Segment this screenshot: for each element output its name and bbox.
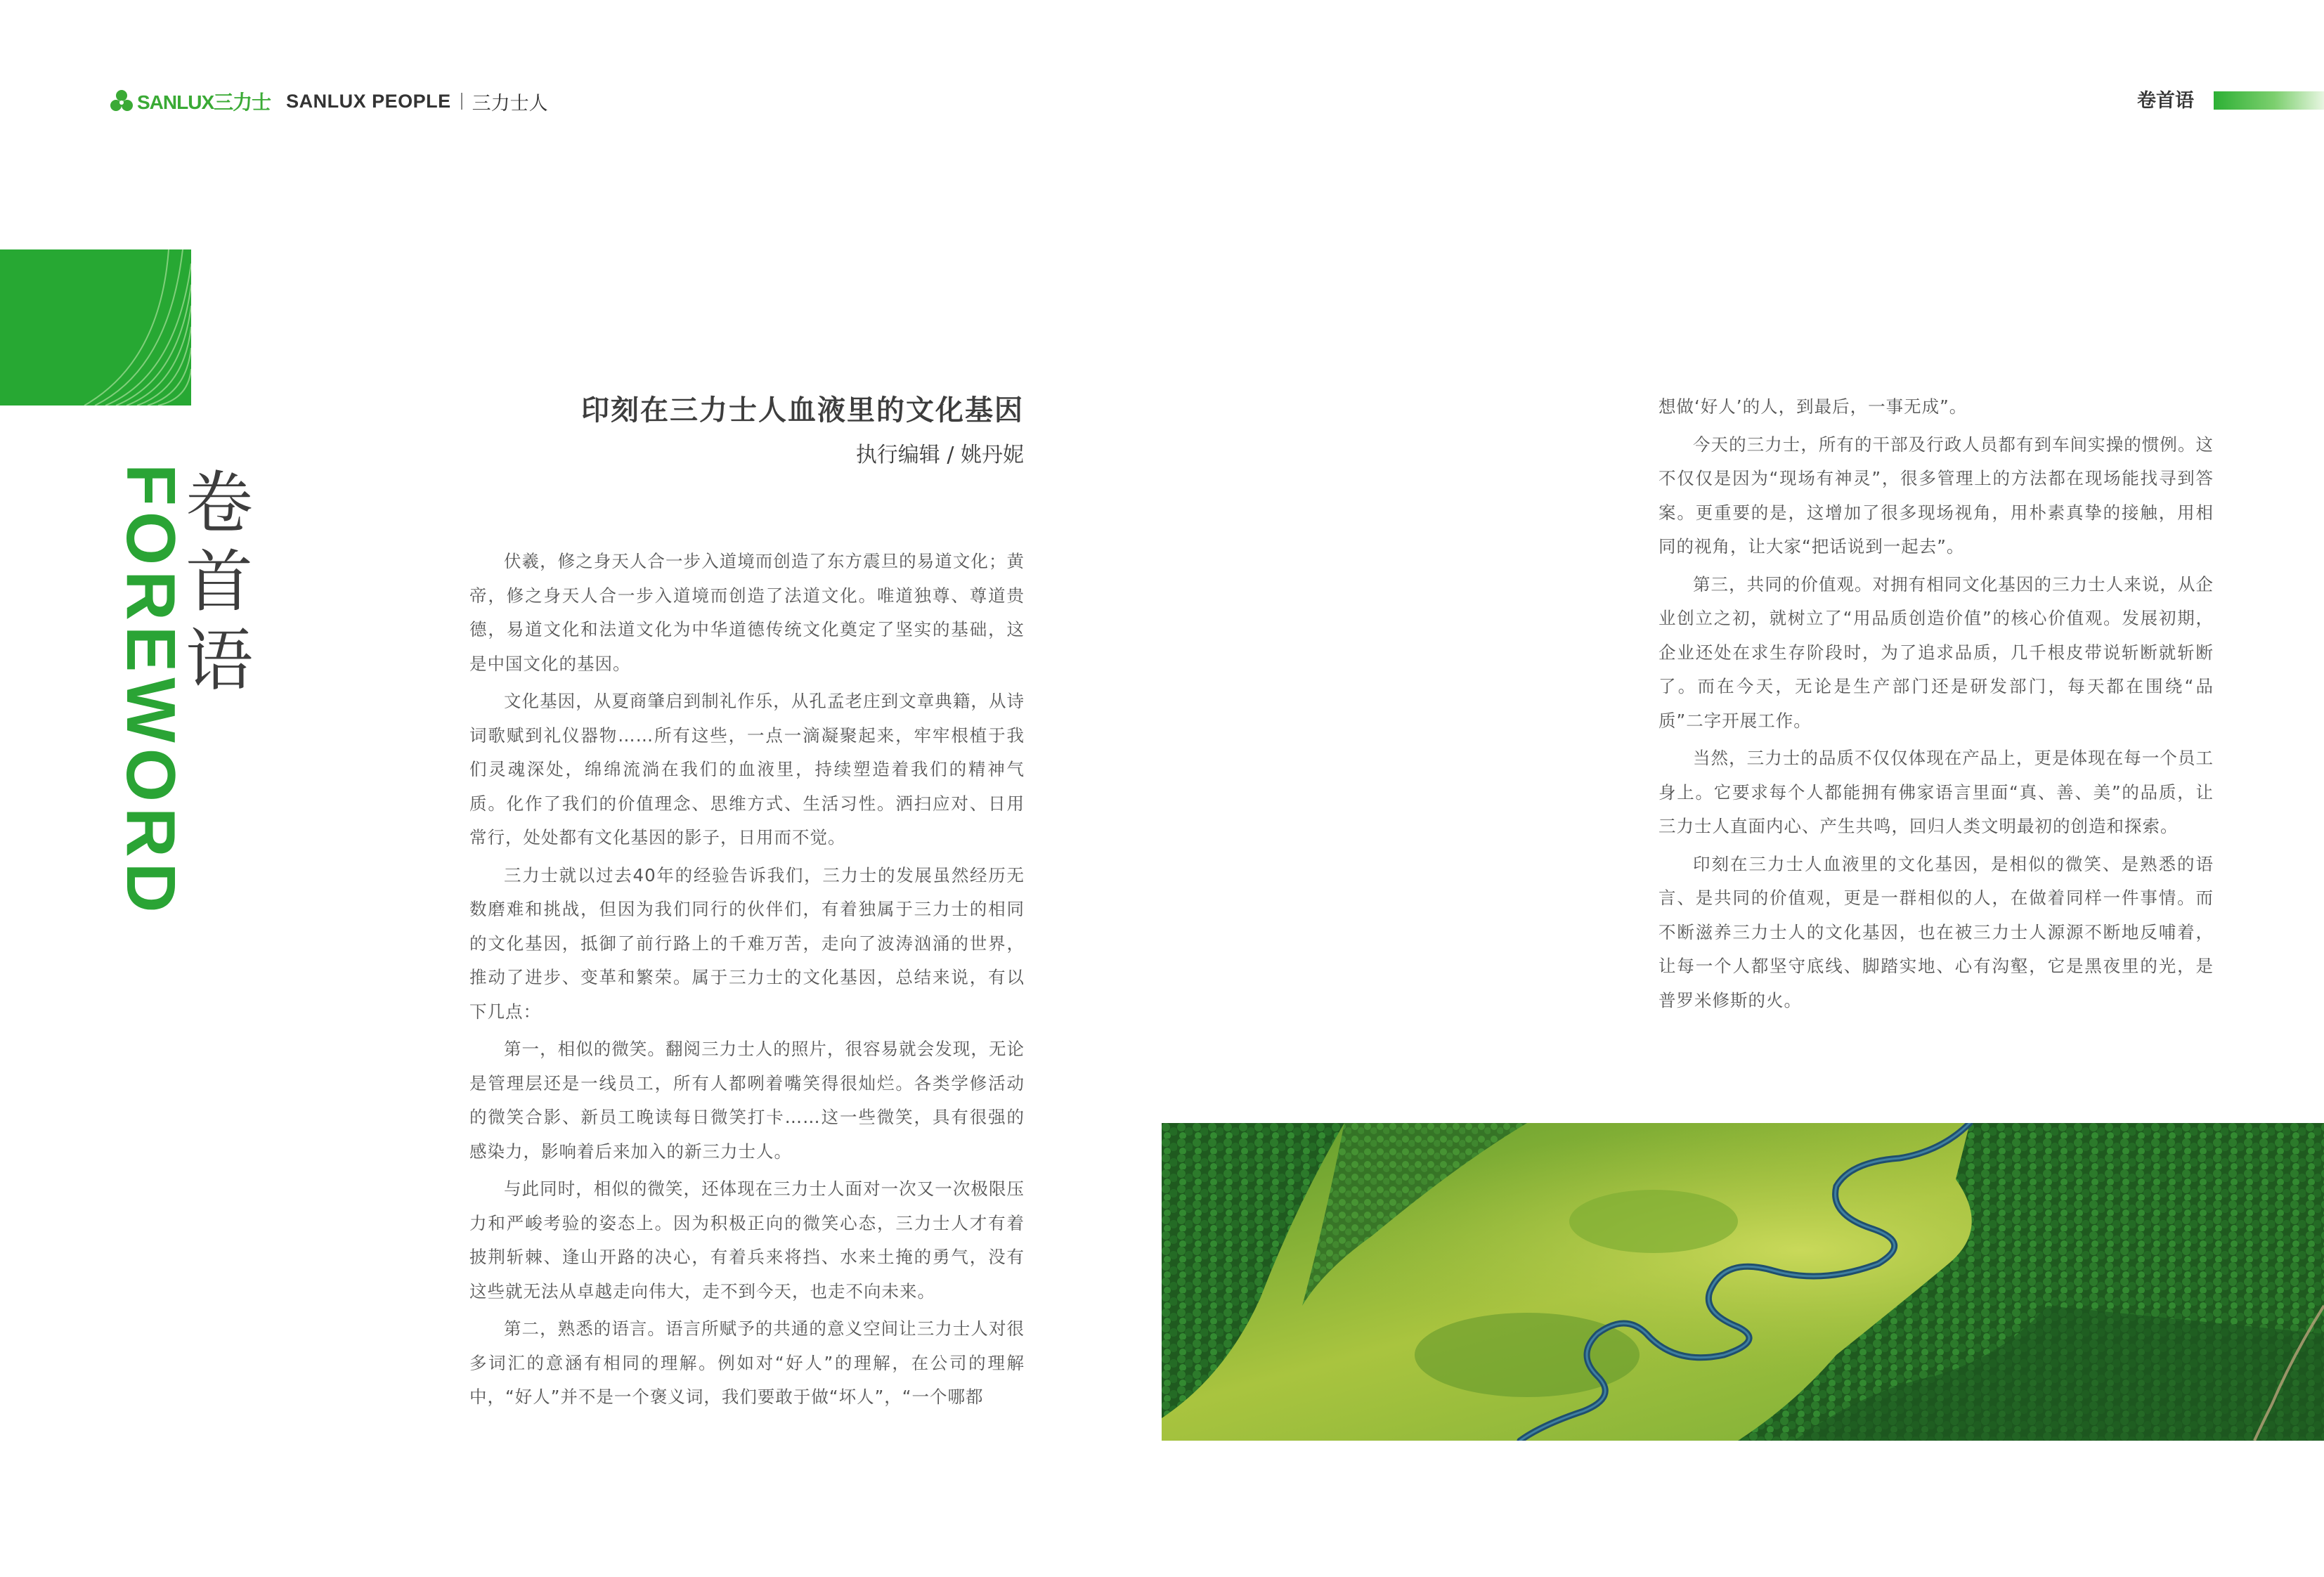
title-char: 语: [186, 621, 253, 700]
foreword-text: FOREWORD: [112, 464, 190, 919]
foreword-vertical-title-cn: [184, 464, 254, 700]
paragraph: 第三，共同的价值观。对拥有相同文化基因的三力士人来说，从企业创立之初，就树立了“用品质创造价值”的核心价值观。发展初期，企业还处在求生存阶段时，为了追求品质，几千根皮带说斩断就斩断了。而在今天，无论是生产部门还是研发部门，每天都在围绕“品质”二字开展工作。: [1658, 573, 2214, 731]
article-column-right: [1658, 390, 2214, 1023]
paragraph-continuation: 想做‘好人’的人，到最后，一事无成”。: [1658, 396, 1968, 417]
paragraph: 伏羲，修之身天人合一步入道境而创造了东方震旦的易道文化；黄帝，修之身天人合一步入道境而创造了法道文化。唯道独尊、尊道贵德，易道文化和法道文化为中华道德传统文化奠定了坚实的基础，这是中国文化的基因。: [469, 551, 1025, 674]
brand-header: [109, 87, 548, 115]
paragraph: 当然，三力士的品质不仅仅体现在产品上，更是体现在每一个员工身上。它要求每个人都能拥有佛家语言里面“真、善、美”的品质，让三力士人直面内心、产生共鸣，回归人类文明最初的创造和探索。: [1658, 748, 2214, 836]
paragraph: 印刻在三力士人血液里的文化基因，是相似的微笑、是熟悉的语言、是共同的价值观，更是一群相似的人，在做着同样一件事情。而不断滋养三力士人的文化基因，也在被三力士人源源不断地反哺着，让每一个人都坚守底线、脚踏实地、心有沟壑，它是黑夜里的光，是普罗米修斯的火。: [1658, 853, 2214, 1011]
paragraph: 今天的三力士，所有的干部及行政人员都有到车间实操的惯例。这不仅仅是因为“现场有神灵”，很多管理上的方法都在现场能找寻到答案。更重要的是，这增加了很多现场视角，用朴素真挚的接触，用相同的视角，让大家“把话说到一起去”。: [1658, 434, 2214, 557]
foreword-vertical-title: [112, 464, 190, 919]
title-char: 卷: [186, 464, 253, 543]
article-column-left: [469, 545, 1025, 1416]
section-tag-bar: [2214, 91, 2324, 110]
brand-name-cn: 三力士人: [472, 92, 548, 115]
article-title: 印刻在三力士人血液里的文化基因: [581, 394, 1024, 427]
title-char: 首: [186, 543, 253, 621]
green-decor-block: [0, 249, 191, 405]
paragraph: 第一，相似的微笑。翻阅三力士人的照片，很容易就会发现，无论是管理层还是一线员工，所有人都咧着嘴笑得很灿烂。各类学修活动的微笑合影、新员工晚读每日微笑打卡……这一些微笑，具有很强的感染力，影响着后来加入的新三力士人。: [469, 1039, 1025, 1162]
curve-lines-decoration: [0, 249, 191, 405]
article-byline: 执行编辑 / 姚丹妮: [855, 443, 1024, 467]
paragraph: 与此同时，相似的微笑，还体现在三力士人面对一次又一次极限压力和严峻考验的姿态上。因为积极正向的微笑心态，三力士人才有着披荆斩棘、逢山开路的决心，有着兵来将挡、水来土掩的勇气，没有这些就无法从卓越走向伟大，走不到今天，也走不向未来。: [469, 1179, 1025, 1302]
paragraph: 三力士就以过去40年的经验告诉我们，三力士的发展虽然经历无数磨难和挑战，但因为我们同行的伙伴们，有着独属于三力士的相同的文化基因，抵御了前行路上的千难万苦，走向了波涛汹涌的世界，推动了进步、变革和繁荣。属于三力士的文化基因，总结来说，有以下几点：: [469, 864, 1025, 1022]
brand-divider: [461, 93, 462, 110]
aerial-forest-river-photo: [1162, 1123, 2324, 1441]
paragraph: 文化基因，从夏商肇启到制礼作乐，从孔孟老庄到文章典籍，从诗词歌赋到礼仪器物……所有这些，一点一滴凝聚起来，牢牢根植于我们灵魂深处，绵绵流淌在我们的血液里，持续塑造着我们的精神气质。化作了我们的价值理念、思维方式、生活习性。洒扫应对、日用常行，处处都有文化基因的影子，日用而不觉。: [469, 691, 1025, 848]
section-tag: 卷首语: [2137, 90, 2194, 112]
trefoil-logo-icon: [109, 89, 134, 114]
logo-text: SANLUX三力士: [137, 91, 271, 113]
paragraph: 第二，熟悉的语言。语言所赋予的共通的意义空间让三力士人对很多词汇的意涵有相同的理解。例如对“好人”的理解，在公司的理解中，“好人”并不是一个褒义词，我们要敢于做“坏人”，“一个哪都: [469, 1318, 1025, 1407]
sanlux-logo: [109, 87, 271, 115]
brand-name: SANLUX PEOPLE: [286, 90, 451, 112]
